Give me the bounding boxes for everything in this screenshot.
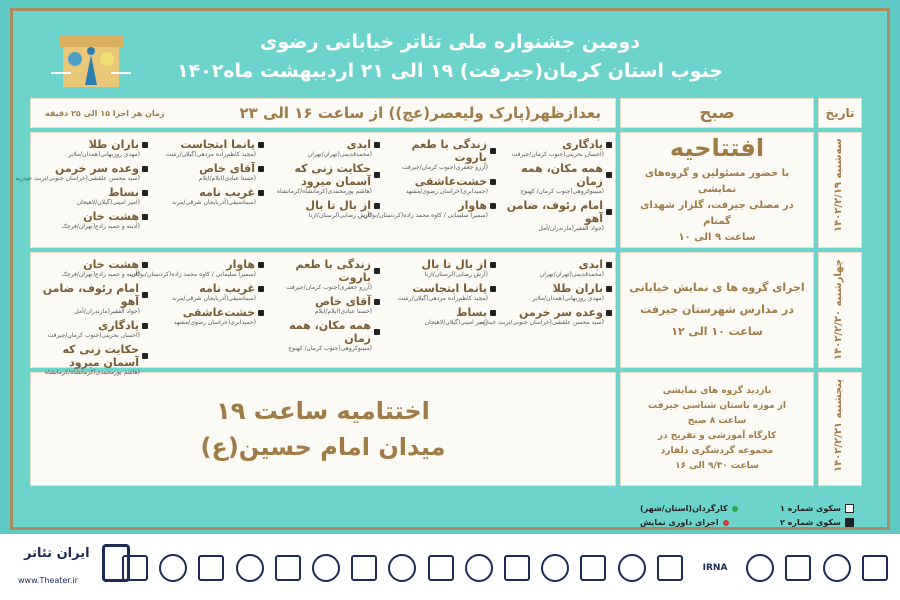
performance-director: (سمیرا سلیمانی / کاوه محمد زاده(کردستان/بوکان <box>363 212 488 219</box>
performance-name: زندگی با طعم باروت <box>295 258 371 284</box>
brand-name: ایران تئاتر <box>24 546 90 561</box>
performance-item <box>15 162 148 182</box>
performance-name: یانما ایتجاست <box>412 282 487 295</box>
day-2-group-3 <box>268 258 380 364</box>
sponsor-logo-13-icon <box>578 552 608 584</box>
performance-title <box>384 175 496 188</box>
brand-url: www.Theater.ir <box>18 576 78 585</box>
stage-marker-icon <box>606 286 612 292</box>
performance-item <box>500 199 612 232</box>
performance-name: هشت خان <box>83 210 139 223</box>
day-2-morning <box>620 252 814 368</box>
performance-name: یادگاری <box>562 138 603 151</box>
sponsor-logo-8-icon <box>387 552 417 584</box>
stage-marker-icon <box>142 166 148 172</box>
performance-name: حکایت زنی که آسمان میرود <box>294 162 371 188</box>
legend-judging <box>640 518 729 527</box>
performance-director: (حمیدابری(خراسان رضوی/مشهد <box>173 319 256 326</box>
performance-item <box>36 186 148 206</box>
performance-title <box>36 319 148 332</box>
legend-directors-label: کارگردان(استان/شهر) <box>640 504 728 513</box>
performance-title <box>268 199 380 212</box>
performance-director: (امیر امینی(گیلان/لاهیجان <box>424 319 488 326</box>
performance-name: باران طلا <box>88 138 139 151</box>
performance-name: امام رئوف، ضامن آهو <box>506 199 603 225</box>
performance-name: همه مکان، همه زمان <box>521 162 603 188</box>
performance-title <box>152 282 264 295</box>
day-1-morning-line-1: با حضور مسئولین و گروه‌های نمایشی <box>644 168 790 195</box>
day-2-group-2 <box>384 258 496 364</box>
sponsor-logo-12-icon <box>540 552 570 584</box>
legend-judging-label: اجرای داوری نمایش <box>640 518 719 527</box>
performance-title <box>500 138 612 151</box>
day-1-group-4 <box>152 138 264 244</box>
stage-marker-icon <box>374 268 380 274</box>
performance-title <box>36 162 148 175</box>
day-1-group-3 <box>268 138 380 244</box>
sponsor-logo-18-icon <box>783 552 813 584</box>
day-1-morning-line-2: در مصلی جیرفت، گلزار شهدای گمنام <box>640 200 794 227</box>
performance-title <box>152 258 264 271</box>
sponsor-logo-4-icon <box>235 552 265 584</box>
performance-name: آقای خاص <box>199 162 255 175</box>
performance-item <box>500 162 612 195</box>
performance-title <box>268 162 380 188</box>
header <box>13 11 887 99</box>
day-2-morning-line-1: اجرای گروه ها ی نمایش خیابانی <box>629 281 805 294</box>
performance-director: (جواد آلفقیر(مازندران/آمل <box>74 308 140 315</box>
sponsor-logo-5-icon <box>273 552 303 584</box>
performance-title <box>384 306 496 319</box>
sponsor-logo-2-icon <box>158 552 188 584</box>
afternoon-column-header <box>30 98 616 128</box>
closing-line-2: میدان امام حسین(ع) <box>200 433 446 461</box>
legend-stage-1 <box>780 504 854 513</box>
stage-marker-icon <box>606 310 612 316</box>
sponsor-logo-3-icon <box>196 552 226 584</box>
day-3-morning-line-4: کارگاه آموزشی و تفریح در <box>657 431 777 441</box>
stage-marker-icon <box>490 148 496 154</box>
performance-director: (مهدی روزبهانی(همدان/ملایر <box>68 151 140 158</box>
stage-marker-icon <box>374 172 380 178</box>
performance-director: (آرش رضایی(لرستان/ازنا <box>424 271 488 278</box>
performance-title <box>152 306 264 319</box>
performance-item <box>36 282 148 315</box>
day-1-morning <box>620 132 814 248</box>
stage-marker-icon <box>490 262 496 268</box>
performance-item <box>152 162 264 182</box>
stage-marker-icon <box>374 203 380 209</box>
closing-ceremony <box>30 372 616 486</box>
afternoon-header-note: زمان هر اجرا ۱۵ الی ۲۵ دقیقه <box>45 108 165 118</box>
performance-item <box>268 138 380 158</box>
stage-marker-icon <box>606 209 612 215</box>
performance-director: (محمدقدیمی(تهران/تهران <box>307 151 372 158</box>
performance-name: از بال تا بال <box>421 258 487 271</box>
performance-director: (سیناسیفی(آذربایجان شرقی/مرند <box>171 295 256 302</box>
day-2-group-1 <box>479 258 612 364</box>
stage-marker-icon <box>490 203 496 209</box>
irna-logo <box>693 552 737 584</box>
performance-name: غریب نامه <box>199 186 255 199</box>
sponsor-footer <box>0 534 900 600</box>
performance-title <box>500 162 612 188</box>
performance-director: (آدینه و حمید زادع(تهران/فرچک <box>61 271 140 278</box>
closing-line-1: اختتامیه ساعت ۱۹ <box>216 397 430 425</box>
performance-item <box>268 199 380 219</box>
performance-title <box>500 199 612 225</box>
performance-name: بساط <box>456 306 487 319</box>
performance-title <box>384 199 496 212</box>
day-1-morning-line-3: ساعت ۹ الی ۱۰ <box>678 232 756 243</box>
performance-item <box>152 282 264 302</box>
day-2-group-5 <box>36 258 148 376</box>
legend-directors <box>640 504 738 513</box>
stage-marker-icon <box>374 299 380 305</box>
sponsor-logo-7-icon <box>349 552 379 584</box>
performance-director: (احسان بحرینی(جنوب کرمان/جیرفت <box>511 151 604 158</box>
title-line-2: جنوب استان کرمان(جیرفت) ۱۹ الی ۲۱ اردیبهشت ماه۱۴۰۲ <box>176 60 724 82</box>
performance-item <box>268 258 380 291</box>
performance-title <box>152 186 264 199</box>
stage-marker-icon <box>142 190 148 196</box>
stage-marker-icon <box>258 166 264 172</box>
performance-name: وعده سر خرمن <box>519 306 603 319</box>
performance-item <box>384 306 496 326</box>
performance-title <box>384 282 496 295</box>
title-line-1: دومین جشنواره ملی تئاتر خیابانی رضوی <box>259 31 641 53</box>
day-1-group-2 <box>363 138 496 244</box>
day-1-date: سه‌شنبه ۱۴۰۲/۲/۱۹ <box>833 139 844 233</box>
sponsor-logo-20-icon <box>860 552 890 584</box>
sponsor-logo-1-icon <box>120 552 150 584</box>
day-1-date-cell <box>818 132 862 248</box>
legend-stage-1-label: سکوی شماره ۱ <box>780 504 841 513</box>
stage-marker-icon <box>490 286 496 292</box>
performance-name: غریب نامه <box>199 282 255 295</box>
sponsor-logo-9-icon <box>426 552 456 584</box>
performance-name: خشت‌عاشقی <box>414 175 487 188</box>
stage-marker-icon <box>142 214 148 220</box>
performance-name: همه مکان، همه زمان <box>289 319 371 345</box>
performance-director: (هاشم پورمحمدی(کرمانشاه/کرمانشاه <box>276 188 372 195</box>
performance-director: (سیناسیفی(آذربایجان شرقی/مرند <box>171 199 256 206</box>
stage-marker-icon <box>374 329 380 335</box>
sponsor-logo-10-icon <box>464 552 494 584</box>
performance-name: ابدی <box>578 258 603 271</box>
stage-marker-icon <box>258 190 264 196</box>
performance-name: وعده سر خرمن <box>55 162 139 175</box>
performance-title <box>36 282 148 308</box>
performance-director: (مبینوکروهی(جنوب کرمان/ کهنوج <box>520 188 604 195</box>
judging-dot-icon <box>723 520 729 526</box>
performance-title <box>36 138 148 151</box>
performance-name: آقای خاص <box>315 295 371 308</box>
performance-title <box>152 162 264 175</box>
stage-marker-icon <box>606 172 612 178</box>
stage-marker-icon <box>258 286 264 292</box>
stage-marker-icon <box>142 292 148 298</box>
sponsor-logo-11-icon <box>502 552 532 584</box>
performance-director: (مجید کاظم‌زاده مزدهی(گیلان/رشت <box>397 295 488 302</box>
performance-director: (آرزو جعفری(جنوب کرمان/جیرفت <box>286 284 372 291</box>
date-column-header: تاریخ <box>818 98 862 128</box>
day-2-group-4 <box>131 258 264 364</box>
performance-name: از بال تا بال <box>305 199 371 212</box>
stage-marker-icon <box>258 262 264 268</box>
stage-marker-icon <box>606 142 612 148</box>
performance-item <box>500 258 612 278</box>
performance-name: زندگی با طعم باروت <box>411 138 487 164</box>
stage-1-square-icon <box>845 504 854 513</box>
opening-title: افتتاحیه <box>669 134 765 162</box>
performance-name: باران طلا <box>552 282 603 295</box>
performance-title <box>152 138 264 151</box>
performance-name: ابدی <box>346 138 371 151</box>
performance-item <box>500 138 612 158</box>
sponsor-logo-6-icon <box>311 552 341 584</box>
performance-name: حکایت زنی که آسمان میرود <box>62 343 139 369</box>
performance-director: (هاشم پورمحمدی(کرمانشاه/کرمانشاه <box>44 369 140 376</box>
day-3-morning <box>620 372 814 486</box>
stage-marker-icon <box>142 323 148 329</box>
day-2-date-cell <box>818 252 862 368</box>
performance-title <box>500 258 612 271</box>
performance-item <box>36 258 148 278</box>
day-3-morning-line-1: بازدید گروه های نمایشی <box>662 386 772 396</box>
stage-marker-icon <box>142 353 148 359</box>
performance-item <box>479 306 612 326</box>
performance-title <box>268 319 380 345</box>
performance-title <box>384 258 496 271</box>
performance-item <box>36 319 148 339</box>
performance-title <box>36 186 148 199</box>
performance-item <box>384 282 496 302</box>
performance-item <box>268 295 380 315</box>
performance-name: امام رئوف، ضامن آهو <box>42 282 139 308</box>
performance-title <box>36 258 148 271</box>
performance-director: (حسنا عبادی(ایلام/ایلام <box>314 308 372 315</box>
sponsor-logo-17-icon <box>745 552 775 584</box>
performance-title <box>500 282 612 295</box>
director-dot-icon <box>732 506 738 512</box>
performance-name: یانما ایتجاست <box>180 138 255 151</box>
day-3-date: پنجشنبه ۱۴۰۲/۲/۲۱ <box>833 379 844 472</box>
performance-title <box>36 210 148 223</box>
performance-item <box>384 138 496 171</box>
performance-item <box>36 210 148 230</box>
performance-director: (سید محسن علقشی(خراسان جنوبی/تربت حیدریه <box>15 175 140 182</box>
performance-item <box>384 175 496 195</box>
performance-director: (سمیرا سلیمانی / کاوه محمد زاده(کردستان/بوکان <box>131 271 256 278</box>
sponsor-logo-19-icon <box>822 552 852 584</box>
day-1-group-1 <box>500 138 612 244</box>
legend-stage-2-label: سکوی شماره ۲ <box>780 518 841 527</box>
performance-director: (آرش رضایی(لرستان/ازنا <box>308 212 372 219</box>
stage-marker-icon <box>142 142 148 148</box>
performance-director: (آدینه و حمید زادع(تهران/فرچک <box>61 223 140 230</box>
performance-director: (سید محسن علقشی(خراسان جنوبی/تربت حیدریه <box>479 319 604 326</box>
stage-marker-icon <box>606 262 612 268</box>
day-3-morning-line-3: ساعت ۸ صبح <box>687 416 747 426</box>
performance-director: (حسنا عبادی(ایلام/ایلام <box>198 175 256 182</box>
performance-item <box>268 319 380 352</box>
day-3-morning-line-2: از موزه باستان شناسی جیرفت <box>648 401 786 411</box>
performance-name: یادگاری <box>98 319 139 332</box>
performance-item <box>152 138 264 158</box>
performance-item <box>152 306 264 326</box>
performance-title <box>268 258 380 284</box>
performance-director: (جواد آلفقیر(مازندران/آمل <box>538 225 604 232</box>
performance-director: (محمدقدیمی(تهران/تهران <box>539 271 604 278</box>
afternoon-header-title: بعدازظهر(پارک ولیعصر(عج)) از ساعت ۱۶ الی ۲۳ <box>239 104 601 122</box>
performance-director: (مجید کاظم‌زاده مزدهی(گیلان/رشت <box>165 151 256 158</box>
performance-director: (آرزو جعفری(جنوب کرمان/جیرفت <box>402 164 488 171</box>
performance-name: بساط <box>108 186 139 199</box>
performance-name: هاوار <box>458 199 487 212</box>
stage-marker-icon <box>142 262 148 268</box>
performance-director: (احسان بحرینی(جنوب کرمان/جیرفت <box>47 332 140 339</box>
stage-marker-icon <box>490 179 496 185</box>
iran-theater-brand <box>14 540 134 594</box>
stage-2-square-icon <box>845 518 854 527</box>
day-2-morning-line-2: در مدارس شهرستان جیرفت <box>640 303 794 316</box>
performance-director: (حمیدابری(خراسان رضوی/مشهد <box>405 188 488 195</box>
performance-title <box>268 138 380 151</box>
performance-item <box>384 258 496 278</box>
sponsor-logo-14-icon <box>617 552 647 584</box>
performance-title <box>384 138 496 164</box>
stage-marker-icon <box>258 142 264 148</box>
performance-item <box>131 258 264 278</box>
performance-item <box>36 138 148 158</box>
performance-item <box>363 199 496 219</box>
performance-title <box>500 306 612 319</box>
performance-item <box>268 162 380 195</box>
performance-item <box>36 343 148 376</box>
day-3-morning-line-6: ساعت ۹/۳۰ الی ۱۶ <box>675 461 759 471</box>
day-2-morning-line-3: ساعت ۱۰ الی ۱۲ <box>671 325 763 338</box>
irna-label: IRNA <box>702 563 728 573</box>
day-1-group-5 <box>15 138 148 244</box>
performance-name: هشت خان <box>83 258 139 271</box>
stage-marker-icon <box>374 142 380 148</box>
day-2-date: چهارشنبه ۱۴۰۲/۲/۲۰ <box>833 259 844 360</box>
performance-director: (مبینوکروهی(جنوب کرمان/ کهنوج <box>288 345 372 352</box>
performance-name: هاوار <box>226 258 255 271</box>
performance-director: (مهدی روزبهانی(همدان/ملایر <box>532 295 604 302</box>
performance-title <box>36 343 148 369</box>
stage-marker-icon <box>490 310 496 316</box>
schedule-table <box>15 88 862 488</box>
performance-item <box>152 186 264 206</box>
performance-director: (امیر امینی(گیلان/لاهیجان <box>76 199 140 206</box>
day-3-date-cell <box>818 372 862 486</box>
morning-column-header: صبح <box>620 98 814 128</box>
sponsor-logo-15-icon <box>655 552 685 584</box>
performance-name: خشت‌عاشقی <box>182 306 255 319</box>
performance-title <box>268 295 380 308</box>
stage-marker-icon <box>258 310 264 316</box>
legend-stage-2 <box>780 518 854 527</box>
day-3-morning-line-5: مجموعه گردشگری دلفارد <box>660 446 774 456</box>
performance-item <box>500 282 612 302</box>
sponsor-logos <box>120 546 890 590</box>
